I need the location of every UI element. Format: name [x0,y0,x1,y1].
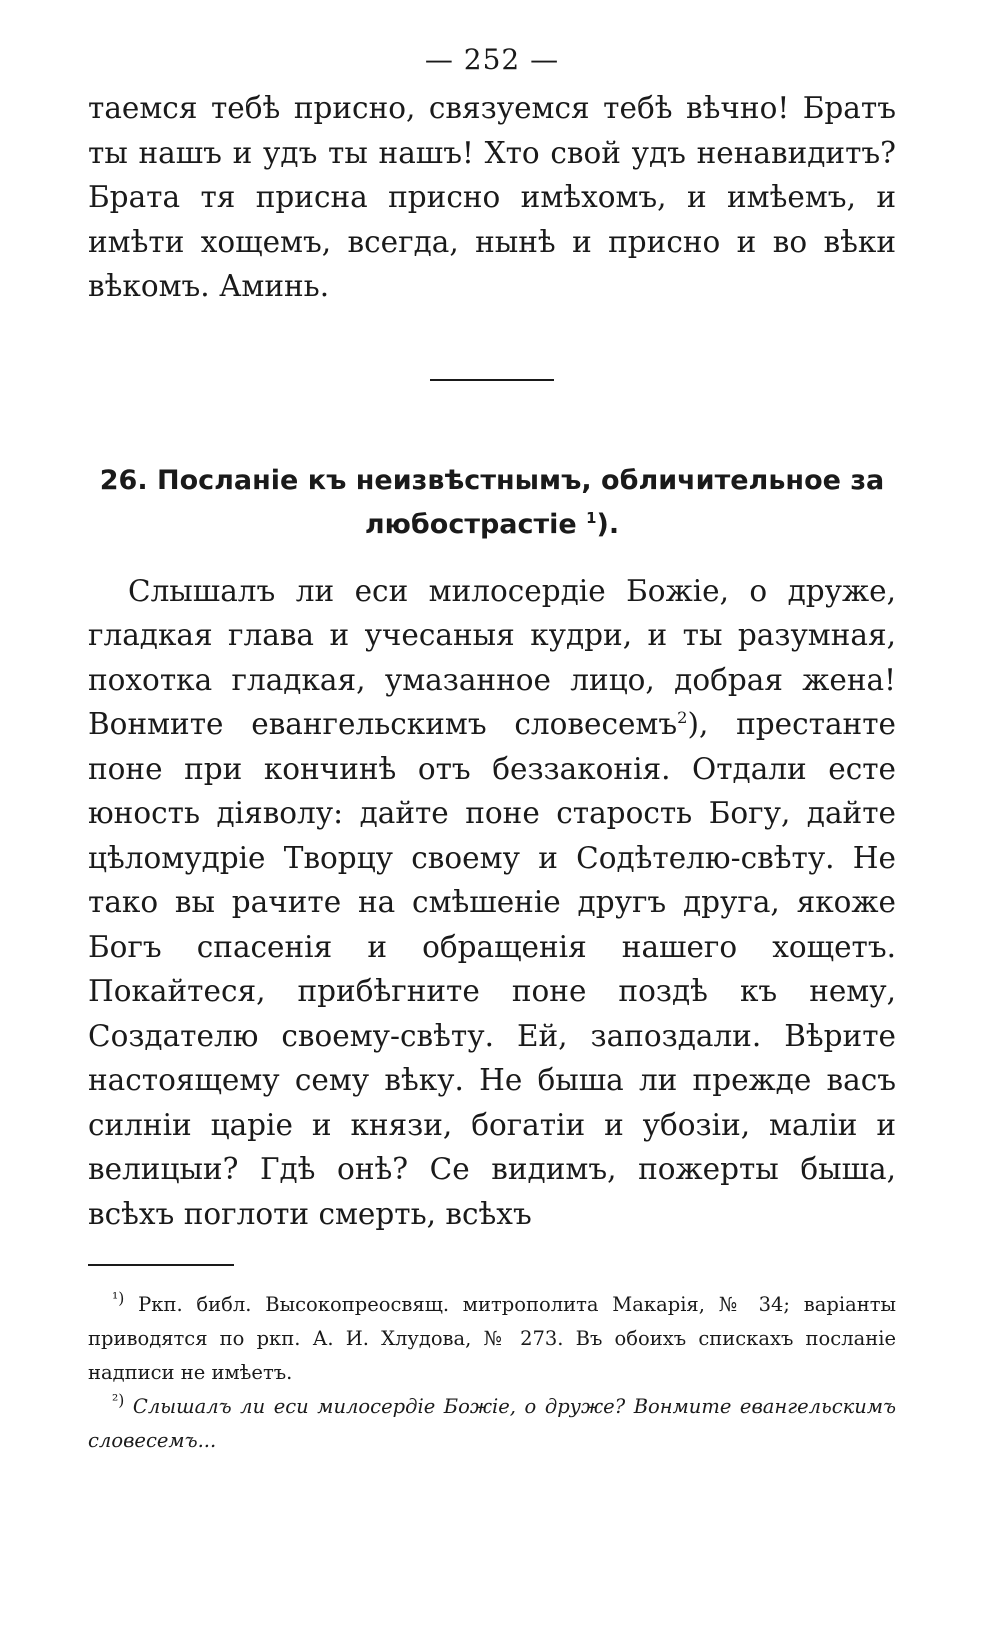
section-body-part1: Слышалъ ли еси милосердіе Божіе, о друже, гладкая глава и учесаныя кудри, и ты разумная, похотка гладкая, умазанное лицо, добрая жена! Вонмите евангельскимъ словесемъ [88,573,896,741]
footnote-2 [88,1390,896,1458]
continuation-text: таемся тебѣ присно, связуемся тебѣ вѣчно! Братъ ты нашъ и удъ ты нашъ! Хто свой удъ ненавидитъ? Брата тя присна присно имѣхомъ, и имѣемъ, и имѣти хощемъ, всегда, нынѣ и присно и во вѣки вѣкомъ. Аминь. [88,91,896,303]
book-page [88,40,896,1458]
footnote-divider [88,1264,234,1266]
footnote-1-text: Ркп. библ. Высокопреосвящ. митрополита Макарія, № 34; варіанты приводятся по ркп. А. И. Хлудова, № 273. Въ обоихъ спискахъ посланіе надписи не имѣетъ. [88,1293,896,1384]
footnote-1-marker: ¹) [112,1289,125,1308]
footnote-ref-2: 2 [677,708,688,728]
section-body-part2: ), престанте поне при кончинѣ отъ беззаконія. Отдали есте юность діяволу: дайте поне старость Богу, дайте цѣломудріе Творцу своему и Содѣтелю-свѣту. Не тако вы рачите на смѣшеніе другъ друга, якоже Богъ спасенія и обращенія нашего хощетъ. Покайтеся, прибѣгните поне поздѣ къ нему, Создателю своему-свѣту. Ей, запоздали. Вѣрите настоящему сему вѣку. Не быша ли прежде васъ силніи царіе и князи, богатіи и убозіи, маліи и велицыи? Гдѣ онѣ? Се видимъ, пожерты быша, всѣхъ поглоти смерть, всѣхъ [88,707,897,1231]
page-number: — 252 — [424,43,560,76]
footnote-ref-1: 1 [586,508,597,527]
footnote-1 [88,1288,896,1390]
section-divider [430,379,554,381]
footnote-2-text: Слышалъ ли еси милосердіе Божіе, о друже? Вонмите евангельскимъ словесемъ... [88,1395,896,1452]
section-title-end: ). [596,508,620,540]
section-body [88,569,896,1237]
footnote-2-marker: ²) [112,1391,125,1410]
section-heading [88,459,896,547]
section-number: 26. [99,464,148,496]
section-title: Посланіе къ неизвѣстнымъ, обличительное за любострастіе [157,464,885,540]
